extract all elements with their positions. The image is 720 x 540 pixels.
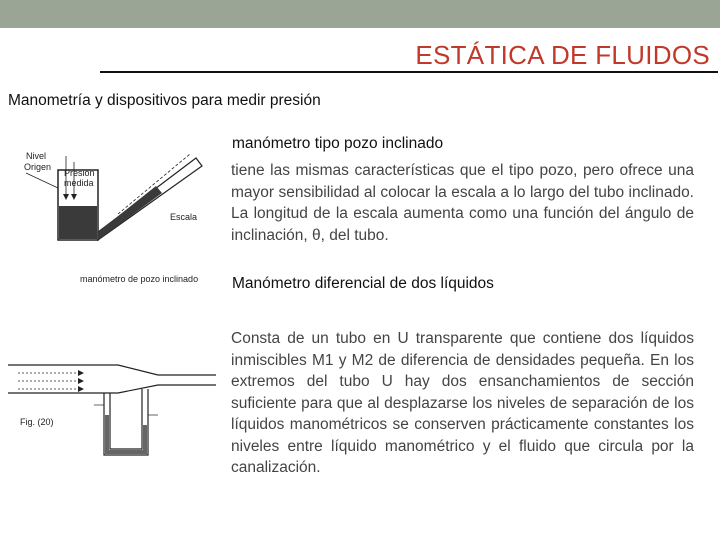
label-medida: medida [64,178,94,188]
slide-title: ESTÁTICA DE FLUIDOS [415,40,710,70]
section-heading-differential: Manómetro diferencial de dos líquidos [232,275,494,292]
inclined-manometer-figure [22,148,218,288]
section-body-inclined-well: tiene las mismas características que el tipo pozo, pero ofrece una mayor sensibilidad al colocar la escala a lo largo del tubo inclinado. La longitud de la escala aumenta como una función del ángulo de inclinación, θ, del tubo. [231,162,694,244]
figure-caption-differential: Fig. (20) [20,417,54,427]
section-heading-inclined-well: manómetro tipo pozo inclinado [232,135,444,152]
top-decorative-band [0,0,720,28]
title-underline [100,71,718,73]
section-body-differential: Consta de un tubo en U transparente que contiene dos líquidos inmiscibles M1 y M2 de diferencia de densidades pequeña. En los extremos del tubo U hay dos ensanchamientos de sección suficiente para que al desplazarse los niveles de separación de los líquidos manométricos se conserven prácticamente constantes los niveles entre líquido manométrico y el fluido que circula por la canalización. [231,330,694,476]
label-nivel: Nivel [26,151,47,161]
slide-subtitle: Manometría y dispositivos para medir presión [8,92,321,109]
differential-manometer-figure [8,345,216,465]
label-origen: Origen [24,162,52,172]
figure-caption-inclined: manómetro de pozo inclinado [80,274,199,284]
differential-manometer-drawing [8,345,216,465]
label-escala: Escala [170,212,198,222]
label-presion: Presión [64,168,95,178]
